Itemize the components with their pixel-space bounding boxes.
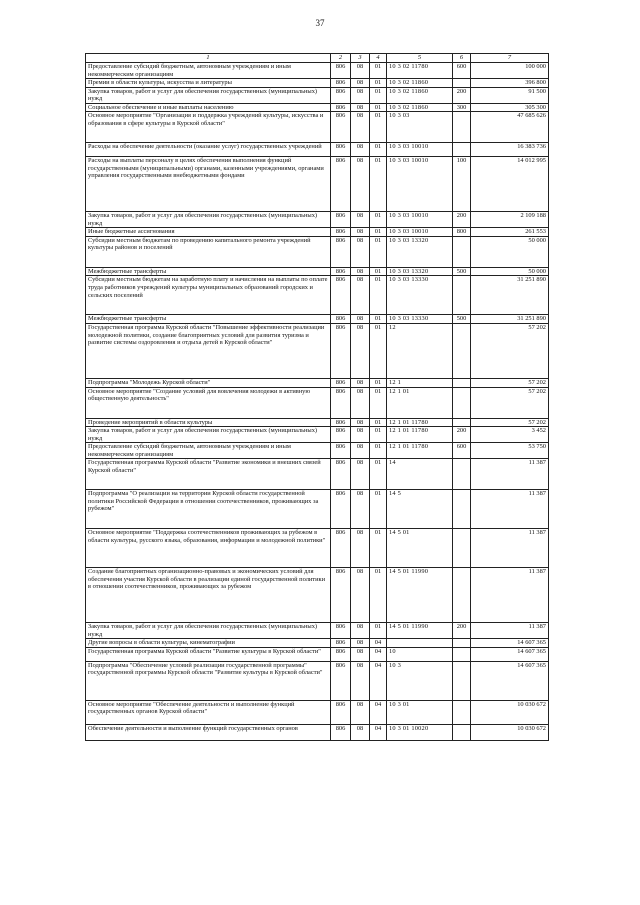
row-name-cell: Предоставление субсидий бюджетным, автономным учреждениям и иным некоммерческим организациям: [86, 63, 331, 79]
row-vr-cell: [453, 276, 471, 315]
budget-table: [85, 53, 549, 741]
row-sum-cell: 10 030 672: [471, 724, 549, 740]
table-row: [86, 700, 549, 724]
row-ved-cell: 806: [331, 112, 351, 143]
table-row: [86, 418, 549, 427]
row-name-cell: Премии в области культуры, искусства и литературы: [86, 79, 331, 88]
table-row: [86, 568, 549, 623]
row-cs-cell: 10 3: [387, 661, 453, 700]
row-ved-cell: 806: [331, 639, 351, 648]
table-row: [86, 276, 549, 315]
row-cs-cell: 12 1: [387, 379, 453, 388]
table-row: [86, 236, 549, 267]
row-cs-cell: 10 3 02 11860: [387, 87, 453, 103]
row-pr-cell: 01: [370, 379, 387, 388]
header-cell: 7: [471, 54, 549, 63]
row-vr-cell: [453, 79, 471, 88]
row-rz-cell: 08: [351, 418, 370, 427]
row-rz-cell: 08: [351, 212, 370, 228]
table-row: [86, 387, 549, 418]
row-sum-cell: 10 030 672: [471, 700, 549, 724]
row-cs-cell: 10 3 03 10010: [387, 228, 453, 237]
table-row: [86, 212, 549, 228]
row-ved-cell: 806: [331, 324, 351, 379]
row-rz-cell: 08: [351, 623, 370, 639]
row-pr-cell: 01: [370, 63, 387, 79]
row-cs-cell: 12 1 01 11780: [387, 418, 453, 427]
row-sum-cell: 396 800: [471, 79, 549, 88]
page-number: 37: [315, 18, 325, 28]
row-sum-cell: 14 012 995: [471, 157, 549, 212]
table-row: [86, 87, 549, 103]
row-name-cell: Государственная программа Курской области "Развитие культуры в Курской области": [86, 647, 331, 661]
row-ved-cell: 806: [331, 315, 351, 324]
row-sum-cell: 14 607 365: [471, 661, 549, 700]
row-pr-cell: 01: [370, 427, 387, 443]
row-name-cell: Закупка товаров, работ и услуг для обеспечения государственных (муниципальных) нужд: [86, 427, 331, 443]
row-rz-cell: 08: [351, 661, 370, 700]
row-pr-cell: 01: [370, 315, 387, 324]
row-rz-cell: 08: [351, 387, 370, 418]
row-cs-cell: 14 5 01 11990: [387, 568, 453, 623]
row-vr-cell: 200: [453, 623, 471, 639]
table-row: [86, 724, 549, 740]
row-rz-cell: 08: [351, 639, 370, 648]
row-name-cell: Закупка товаров, работ и услуг для обеспечения государственных (муниципальных) нужд: [86, 87, 331, 103]
row-vr-cell: [453, 639, 471, 648]
row-cs-cell: 10 3 03 10010: [387, 157, 453, 212]
row-ved-cell: 806: [331, 623, 351, 639]
table-row: [86, 427, 549, 443]
row-vr-cell: 200: [453, 87, 471, 103]
row-name-cell: Основное мероприятие "Обеспечение деятельности и выполнение функций государственных органов Курской области": [86, 700, 331, 724]
row-name-cell: Государственная программа Курской области "Развитие экономики и внешних связей Курской области": [86, 459, 331, 490]
row-ved-cell: 806: [331, 661, 351, 700]
row-cs-cell: 10 3 01 10020: [387, 724, 453, 740]
row-sum-cell: 50 000: [471, 267, 549, 276]
table-row: [86, 267, 549, 276]
row-sum-cell: 31 251 890: [471, 276, 549, 315]
row-sum-cell: 47 685 626: [471, 112, 549, 143]
row-cs-cell: 14: [387, 459, 453, 490]
row-name-cell: Подпрограмма "Молодежь Курской области": [86, 379, 331, 388]
row-sum-cell: 11 387: [471, 529, 549, 568]
row-sum-cell: 31 251 890: [471, 315, 549, 324]
row-pr-cell: 01: [370, 103, 387, 112]
row-ved-cell: 806: [331, 418, 351, 427]
row-name-cell: Социальное обеспечение и иные выплаты населению: [86, 103, 331, 112]
row-vr-cell: 300: [453, 103, 471, 112]
row-ved-cell: 806: [331, 529, 351, 568]
row-ved-cell: 806: [331, 87, 351, 103]
row-cs-cell: [387, 639, 453, 648]
row-name-cell: Межбюджетные трансферты: [86, 315, 331, 324]
row-ved-cell: 806: [331, 700, 351, 724]
row-vr-cell: [453, 568, 471, 623]
row-ved-cell: 806: [331, 379, 351, 388]
row-rz-cell: 08: [351, 103, 370, 112]
row-ved-cell: 806: [331, 276, 351, 315]
row-pr-cell: 01: [370, 236, 387, 267]
row-rz-cell: 08: [351, 490, 370, 529]
header-cell: 6: [453, 54, 471, 63]
row-pr-cell: 01: [370, 418, 387, 427]
row-ved-cell: 806: [331, 103, 351, 112]
row-rz-cell: 08: [351, 87, 370, 103]
row-ved-cell: 806: [331, 267, 351, 276]
row-cs-cell: 12 1 01 11780: [387, 427, 453, 443]
row-cs-cell: 14 5 01 11990: [387, 623, 453, 639]
row-cs-cell: 10 3 01: [387, 700, 453, 724]
row-ved-cell: 806: [331, 63, 351, 79]
row-pr-cell: 01: [370, 443, 387, 459]
row-rz-cell: 08: [351, 324, 370, 379]
row-name-cell: Создание благоприятных организационно-правовых и экономических условий для обеспечения участия Курской области в реализации единой государственной политики в отношении соотечественников, проживающих за рубежом: [86, 568, 331, 623]
row-name-cell: Основное мероприятие "Организация и поддержка учреждений культуры, искусства и образования в сфере культуры в Курской области": [86, 112, 331, 143]
row-vr-cell: 500: [453, 315, 471, 324]
row-sum-cell: 11 387: [471, 568, 549, 623]
row-name-cell: Закупка товаров, работ и услуг для обеспечения государственных (муниципальных) нужд: [86, 623, 331, 639]
row-pr-cell: 01: [370, 143, 387, 157]
row-ved-cell: 806: [331, 647, 351, 661]
row-cs-cell: 10: [387, 647, 453, 661]
row-rz-cell: 08: [351, 112, 370, 143]
table-row: [86, 529, 549, 568]
row-sum-cell: 50 000: [471, 236, 549, 267]
row-sum-cell: 11 387: [471, 490, 549, 529]
row-cs-cell: 14 5 01: [387, 529, 453, 568]
row-sum-cell: 11 387: [471, 623, 549, 639]
table-row: [86, 315, 549, 324]
row-sum-cell: 57 202: [471, 387, 549, 418]
header-cell: 4: [370, 54, 387, 63]
row-cs-cell: 10 3 03 13320: [387, 236, 453, 267]
table-row: [86, 490, 549, 529]
row-pr-cell: 01: [370, 87, 387, 103]
table-row: [86, 103, 549, 112]
row-vr-cell: [453, 490, 471, 529]
row-rz-cell: 08: [351, 427, 370, 443]
row-ved-cell: 806: [331, 459, 351, 490]
header-cell: 5: [387, 54, 453, 63]
row-ved-cell: 806: [331, 143, 351, 157]
row-pr-cell: 04: [370, 647, 387, 661]
row-vr-cell: [453, 236, 471, 267]
row-cs-cell: 14 5: [387, 490, 453, 529]
row-vr-cell: [453, 724, 471, 740]
row-rz-cell: 08: [351, 315, 370, 324]
row-ved-cell: 806: [331, 228, 351, 237]
row-cs-cell: 10 3 02 11860: [387, 103, 453, 112]
row-pr-cell: 01: [370, 623, 387, 639]
row-ved-cell: 806: [331, 724, 351, 740]
row-rz-cell: 08: [351, 276, 370, 315]
row-cs-cell: 10 3 03 10010: [387, 212, 453, 228]
row-rz-cell: 08: [351, 568, 370, 623]
row-pr-cell: 04: [370, 661, 387, 700]
row-vr-cell: 600: [453, 443, 471, 459]
row-vr-cell: 500: [453, 267, 471, 276]
row-rz-cell: 08: [351, 79, 370, 88]
row-cs-cell: 10 3 03 10010: [387, 143, 453, 157]
row-vr-cell: [453, 143, 471, 157]
table-row: [86, 157, 549, 212]
table-row: [86, 228, 549, 237]
row-vr-cell: [453, 700, 471, 724]
row-sum-cell: 14 607 365: [471, 639, 549, 648]
row-name-cell: Государственная программа Курской области "Повышение эффективности реализации молодежной политики, создание благоприятных условий для развития туризма и развитие системы оздоровления и отдыха детей в Курской области": [86, 324, 331, 379]
row-pr-cell: 01: [370, 79, 387, 88]
row-name-cell: Обеспечение деятельности и выполнение функций государственных органов: [86, 724, 331, 740]
row-rz-cell: 08: [351, 529, 370, 568]
table-row: [86, 63, 549, 79]
row-sum-cell: 305 300: [471, 103, 549, 112]
table-row: [86, 623, 549, 639]
row-sum-cell: 100 000: [471, 63, 549, 79]
header-cell: 1: [86, 54, 331, 63]
row-name-cell: Другие вопросы в области культуры, кинематографии: [86, 639, 331, 648]
row-sum-cell: 261 553: [471, 228, 549, 237]
header-cell: 3: [351, 54, 370, 63]
table-row: [86, 79, 549, 88]
row-name-cell: Основное мероприятие "Поддержка соотечественников проживающих за рубежом в области культуры, русского языка, образования, информации и молодежной политики": [86, 529, 331, 568]
row-sum-cell: 91 500: [471, 87, 549, 103]
header-cell: 2: [331, 54, 351, 63]
row-cs-cell: 10 3 02 11860: [387, 79, 453, 88]
row-vr-cell: 100: [453, 157, 471, 212]
row-name-cell: Предоставление субсидий бюджетным, автономным учреждениям и иным некоммерческим организациям: [86, 443, 331, 459]
row-rz-cell: 08: [351, 236, 370, 267]
row-cs-cell: 12 1 01: [387, 387, 453, 418]
row-name-cell: Субсидии местным бюджетам по проведению капитального ремонта учреждений культуры районов и поселений: [86, 236, 331, 267]
row-name-cell: Подпрограмма "О реализации на территории Курской области государственной политики Российской Федерации в отношении соотечественников, проживающих за рубежом": [86, 490, 331, 529]
table-row: [86, 112, 549, 143]
row-sum-cell: 14 607 365: [471, 647, 549, 661]
row-vr-cell: 800: [453, 228, 471, 237]
row-vr-cell: [453, 661, 471, 700]
row-rz-cell: 08: [351, 724, 370, 740]
table-header-row: [86, 54, 549, 63]
row-cs-cell: 12 1 01 11780: [387, 443, 453, 459]
row-name-cell: Субсидии местным бюджетам на заработную плату и начисления на выплаты по оплате труда работников учреждений культуры муниципальных образований городских и сельских поселений: [86, 276, 331, 315]
row-ved-cell: 806: [331, 79, 351, 88]
row-sum-cell: 2 109 188: [471, 212, 549, 228]
row-pr-cell: 01: [370, 267, 387, 276]
row-vr-cell: [453, 379, 471, 388]
row-vr-cell: [453, 647, 471, 661]
table-row: [86, 639, 549, 648]
table-row: [86, 379, 549, 388]
table-row: [86, 324, 549, 379]
row-cs-cell: 10 3 02 11780: [387, 63, 453, 79]
row-name-cell: Расходы на обеспечение деятельности (оказание услуг) государственных учреждений: [86, 143, 331, 157]
row-rz-cell: 08: [351, 157, 370, 212]
row-name-cell: Иные бюджетные ассигнования: [86, 228, 331, 237]
row-ved-cell: 806: [331, 236, 351, 267]
row-vr-cell: [453, 459, 471, 490]
row-pr-cell: 01: [370, 157, 387, 212]
row-cs-cell: 10 3 03: [387, 112, 453, 143]
row-name-cell: Проведение мероприятий в области культуры: [86, 418, 331, 427]
row-name-cell: Основное мероприятие "Создание условий для вовлечения молодежи в активную общественную деятельность": [86, 387, 331, 418]
row-rz-cell: 08: [351, 228, 370, 237]
row-pr-cell: 01: [370, 529, 387, 568]
row-sum-cell: 57 202: [471, 418, 549, 427]
row-vr-cell: 200: [453, 212, 471, 228]
row-rz-cell: 08: [351, 379, 370, 388]
row-pr-cell: 01: [370, 212, 387, 228]
row-vr-cell: [453, 112, 471, 143]
row-sum-cell: 16 383 736: [471, 143, 549, 157]
row-pr-cell: 01: [370, 568, 387, 623]
row-sum-cell: 11 387: [471, 459, 549, 490]
row-pr-cell: 01: [370, 112, 387, 143]
row-sum-cell: 57 202: [471, 379, 549, 388]
row-ved-cell: 806: [331, 490, 351, 529]
row-sum-cell: 3 452: [471, 427, 549, 443]
table-row: [86, 143, 549, 157]
row-pr-cell: 04: [370, 700, 387, 724]
row-cs-cell: 10 3 03 13320: [387, 267, 453, 276]
row-rz-cell: 08: [351, 143, 370, 157]
row-pr-cell: 01: [370, 387, 387, 418]
row-cs-cell: 10 3 03 13330: [387, 315, 453, 324]
row-cs-cell: 12: [387, 324, 453, 379]
row-ved-cell: 806: [331, 427, 351, 443]
row-ved-cell: 806: [331, 212, 351, 228]
row-rz-cell: 08: [351, 267, 370, 276]
row-sum-cell: 53 750: [471, 443, 549, 459]
row-pr-cell: 04: [370, 724, 387, 740]
row-pr-cell: 01: [370, 228, 387, 237]
row-rz-cell: 08: [351, 63, 370, 79]
row-pr-cell: 01: [370, 490, 387, 529]
row-rz-cell: 08: [351, 443, 370, 459]
row-pr-cell: 01: [370, 276, 387, 315]
row-ved-cell: 806: [331, 387, 351, 418]
row-vr-cell: 200: [453, 427, 471, 443]
row-cs-cell: 10 3 03 13330: [387, 276, 453, 315]
table-row: [86, 459, 549, 490]
row-vr-cell: 600: [453, 63, 471, 79]
row-rz-cell: 08: [351, 459, 370, 490]
row-vr-cell: [453, 324, 471, 379]
row-pr-cell: 01: [370, 324, 387, 379]
row-rz-cell: 08: [351, 700, 370, 724]
row-pr-cell: 01: [370, 459, 387, 490]
row-ved-cell: 806: [331, 157, 351, 212]
row-ved-cell: 806: [331, 443, 351, 459]
row-name-cell: Подпрограмма "Обеспечение условий реализации государственной программы" государственной программы Курской области "Развитие культуры в Курской области": [86, 661, 331, 700]
row-vr-cell: [453, 387, 471, 418]
row-name-cell: Закупка товаров, работ и услуг для обеспечения государственных (муниципальных) нужд: [86, 212, 331, 228]
table-row: [86, 661, 549, 700]
row-vr-cell: [453, 418, 471, 427]
row-name-cell: Межбюджетные трансферты: [86, 267, 331, 276]
row-vr-cell: [453, 529, 471, 568]
row-rz-cell: 08: [351, 647, 370, 661]
row-ved-cell: 806: [331, 568, 351, 623]
row-sum-cell: 57 202: [471, 324, 549, 379]
table-row: [86, 443, 549, 459]
table-row: [86, 647, 549, 661]
row-name-cell: Расходы на выплаты персоналу в целях обеспечения выполнения функций государственными (муниципальными) органами, казенными учреждениями, органами управления государственными внебюджетными фондами: [86, 157, 331, 212]
row-pr-cell: 04: [370, 639, 387, 648]
